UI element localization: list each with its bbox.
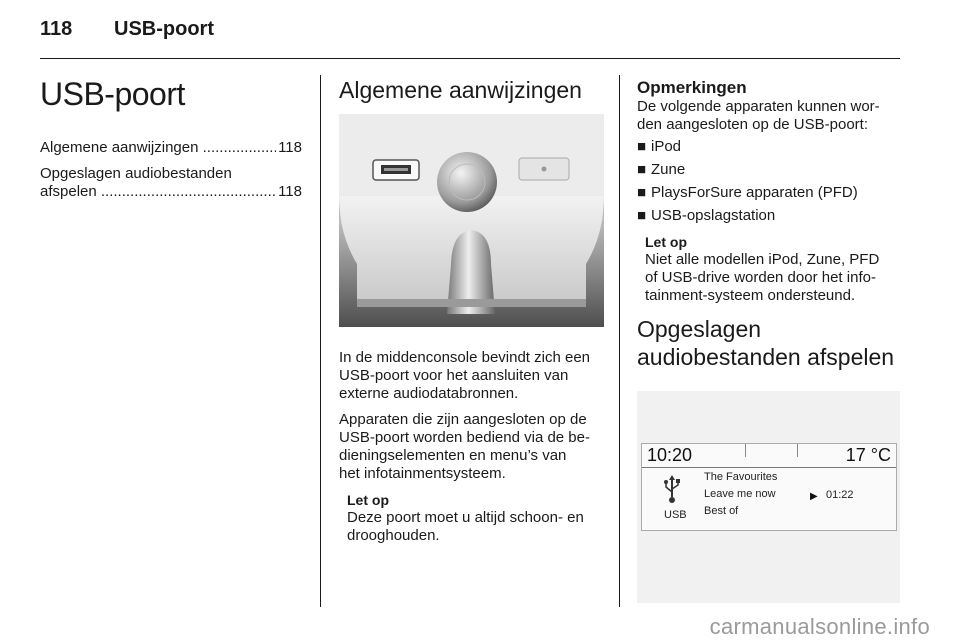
toc-entry-label: Algemene aanwijzingen ..... — [40, 139, 276, 157]
toc-entry-playback[interactable] — [40, 165, 302, 201]
toc-entry-page: 118 — [278, 139, 302, 156]
text-line: tainment-systeem ondersteund. — [645, 287, 856, 304]
note-text — [645, 251, 900, 305]
text-line: Niet alle modellen iPod, Zune, PFD — [645, 251, 880, 268]
header-rule — [40, 58, 900, 59]
status-divider — [745, 444, 746, 457]
note-title: Let op — [645, 234, 687, 250]
page-header — [40, 18, 214, 41]
toc-entry-label: Opgeslagen audiobestanden — [40, 165, 232, 182]
clock: 10:20 — [647, 445, 693, 465]
list-item: ■ USB-opslagstation — [637, 207, 776, 224]
section-heading: Algemene aanwijzingen — [339, 77, 582, 103]
page-number: 118 — [40, 18, 73, 40]
column-notes — [637, 72, 900, 603]
control-paragraph — [339, 411, 604, 483]
play-icon: ▶ — [810, 491, 818, 502]
bullet-icon: ■ — [637, 138, 647, 155]
bullet-icon: ■ — [637, 161, 647, 178]
temperature: 17 °C — [845, 445, 891, 465]
heading-line: audiobestanden afspelen — [637, 344, 895, 370]
bullet-icon: ■ — [637, 207, 647, 224]
text-line: dieningselementen en menu’s van — [339, 447, 567, 464]
list-item: ■ iPod — [637, 138, 682, 155]
track-item[interactable]: Leave me now — [704, 488, 776, 500]
usb-port-photo — [339, 114, 604, 327]
text-line: USB-poort voor het aansluiten van — [339, 367, 569, 384]
track-item[interactable]: Best of — [704, 505, 739, 517]
note-box — [645, 233, 900, 305]
note-title: Let op — [347, 492, 389, 508]
column-toc — [40, 72, 302, 209]
text-line: USB-poort worden bediend via de be- — [339, 429, 590, 446]
notes-intro — [637, 98, 900, 134]
status-divider — [797, 444, 798, 457]
source-label: USB — [664, 509, 687, 521]
note-box — [347, 491, 604, 545]
heading-line: Opgeslagen — [637, 316, 762, 342]
section-heading — [637, 315, 900, 371]
text-line: De volgende apparaten kunnen wor- — [637, 98, 880, 115]
toc-entry-page: 118 — [278, 183, 302, 200]
display-illustration — [637, 391, 900, 603]
infotainment-screen — [641, 443, 897, 531]
usb-icon — [664, 475, 680, 505]
text-line: het infotainmentsysteem. — [339, 465, 506, 482]
text-line: Apparaten die zijn aangesloten op de — [339, 411, 587, 428]
device-list — [637, 138, 900, 225]
section-title: USB-poort — [40, 76, 185, 112]
intro-paragraph — [339, 349, 604, 403]
text-line: Deze poort moet u altijd schoon- en — [347, 509, 584, 526]
text-line: drooghouden. — [347, 527, 440, 544]
bullet-icon: ■ — [637, 184, 647, 201]
track-item[interactable]: The Favourites — [704, 471, 778, 483]
track-duration: 01:22 — [826, 489, 854, 501]
text-line: In de middenconsole bevindt zich een — [339, 349, 591, 366]
list-item: ■ Zune — [637, 161, 686, 178]
text-line: of USB-drive worden door het info- — [645, 269, 876, 286]
status-bar-divider — [642, 467, 896, 468]
column-divider-2 — [619, 75, 620, 607]
toc-entry-label: afspelen ..... — [40, 183, 276, 201]
column-divider-1 — [320, 75, 321, 607]
note-text — [347, 509, 604, 545]
text-line: externe audiodatabronnen. — [339, 385, 519, 402]
list-item: ■ PlaysForSure apparaten (PFD) — [637, 184, 858, 201]
toc-entry-general[interactable] — [40, 139, 302, 157]
watermark: carmanualsonline.info — [709, 614, 930, 639]
text-line: den aangesloten op de USB-poort: — [637, 116, 868, 133]
header-title: USB-poort — [114, 18, 214, 40]
notes-subheading: Opmerkingen — [637, 78, 747, 97]
column-general — [339, 72, 604, 545]
